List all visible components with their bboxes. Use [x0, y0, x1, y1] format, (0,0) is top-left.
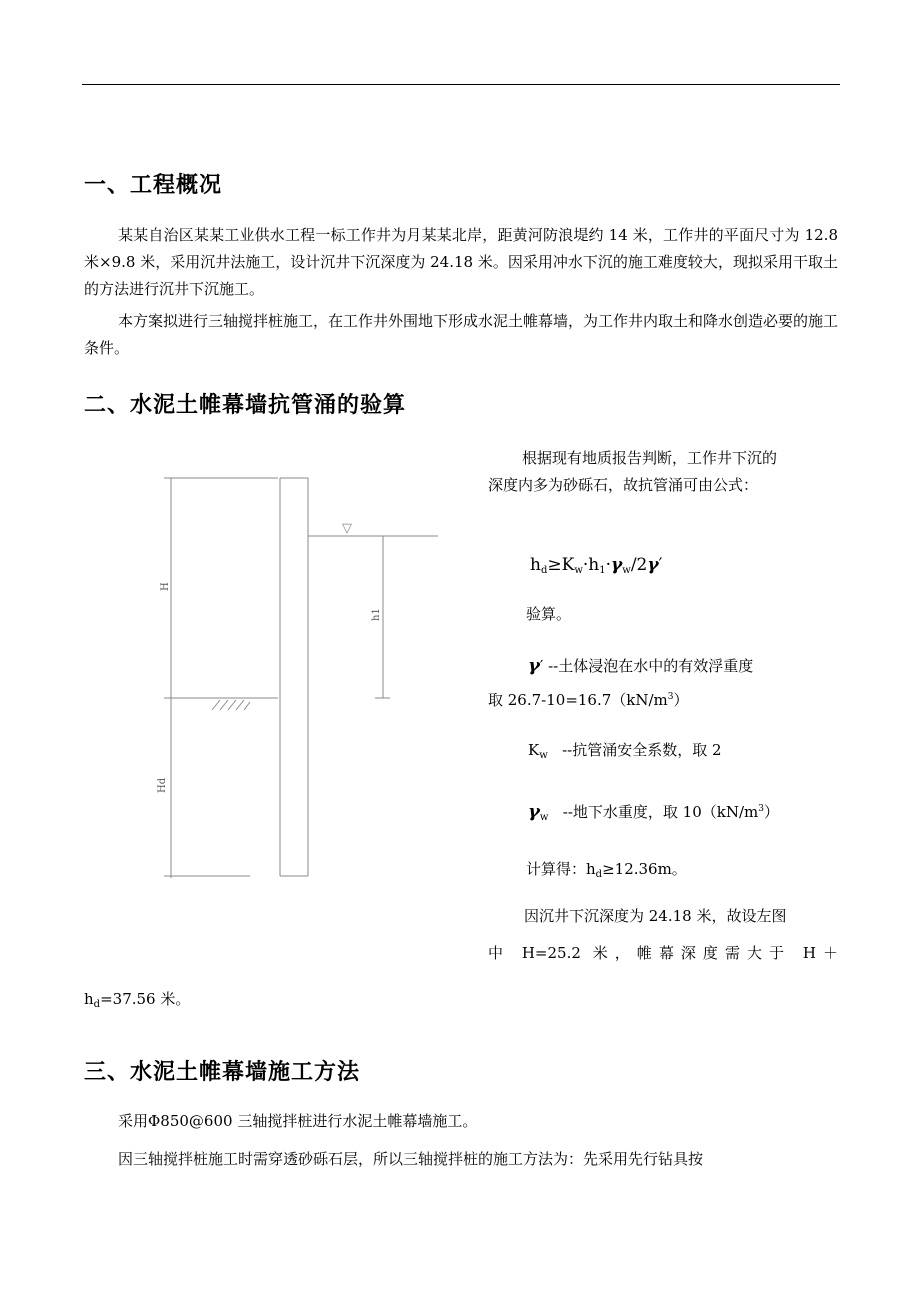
section-heading-overview: 一、工程概况 [84, 173, 223, 198]
check-text: 验算。 [526, 605, 572, 623]
conclusion-line-2: 中 H=25.2 米，帷幕深度需大于 H＋ [488, 944, 838, 962]
section-heading-piping-check: 二、水泥土帷幕墙抗管涌的验算 [84, 393, 407, 418]
intro-line-2: 深度内多为砂砾石，故抗管涌可由公式： [488, 476, 759, 494]
method-paragraph-2: 因三轴搅拌桩施工时需穿透砂砾石层，所以三轴搅拌桩的施工方法为：先采用先行钻具按 [118, 1150, 704, 1168]
section-heading-construction-method: 三、水泥土帷幕墙施工方法 [84, 1060, 361, 1085]
overview-paragraph-1: 某某自治区某某工业供水工程一标工作井为月某某北岸，距黄河防浪堤约 14 米，工作井的平面尺寸为 12.8 米×9.8 米，采用沉井法施工，设计沉井下沉深度为 24.18 米。因采用冲水下沉的施工难度较大，现拟采用干取土的方法进行沉井下沉施工。 [84, 226, 838, 298]
gamma-prime-value: 取 $26.7-10=16.7(kN/m^3)$ [488, 691, 689, 709]
method-paragraph-1: 采用Φ850@600 三轴搅拌桩进行水泥土帷幕墙施工。 [118, 1112, 478, 1130]
piping-formula: $h_d\ge K_w\cdot h_1\cdot\gamma_w/2\gamma'$ [530, 555, 663, 576]
label-Hd: Hd [157, 777, 168, 793]
label-h1: h1 [371, 608, 382, 621]
cutoff-wall-diagram [150, 470, 450, 890]
gamma-w-definition: $\gamma_w$ --地下水重度，取 $10(kN/m^3)$ [528, 801, 779, 823]
overview-paragraph-2: 本方案拟进行三轴搅拌桩施工，在工作井外围地下形成水泥土帷幕墙，为工作井内取土和降水创造必要的施工条件。 [84, 312, 839, 357]
label-H: H [160, 582, 171, 591]
conclusion-line-3: $h_d=37.56$ 米。 [84, 990, 191, 1010]
gamma-prime-definition: γ′ --土体浸泡在水中的有效浮重度 [528, 655, 754, 676]
soil-hatch [212, 700, 250, 710]
calculation-result: 计算得：$h_d\ge 12.36m$。 [526, 860, 687, 880]
conclusion-line-1: 因沉井下沉深度为 24.18 米，故设左图 [524, 907, 787, 925]
kw-definition: $K_w$ --抗管涌安全系数，取 2 [528, 741, 722, 761]
header-rule [82, 84, 840, 85]
intro-line-1: 根据现有地质报告判断，工作井下沉的 [522, 449, 778, 467]
water-level-symbol: ▽ [342, 521, 352, 536]
